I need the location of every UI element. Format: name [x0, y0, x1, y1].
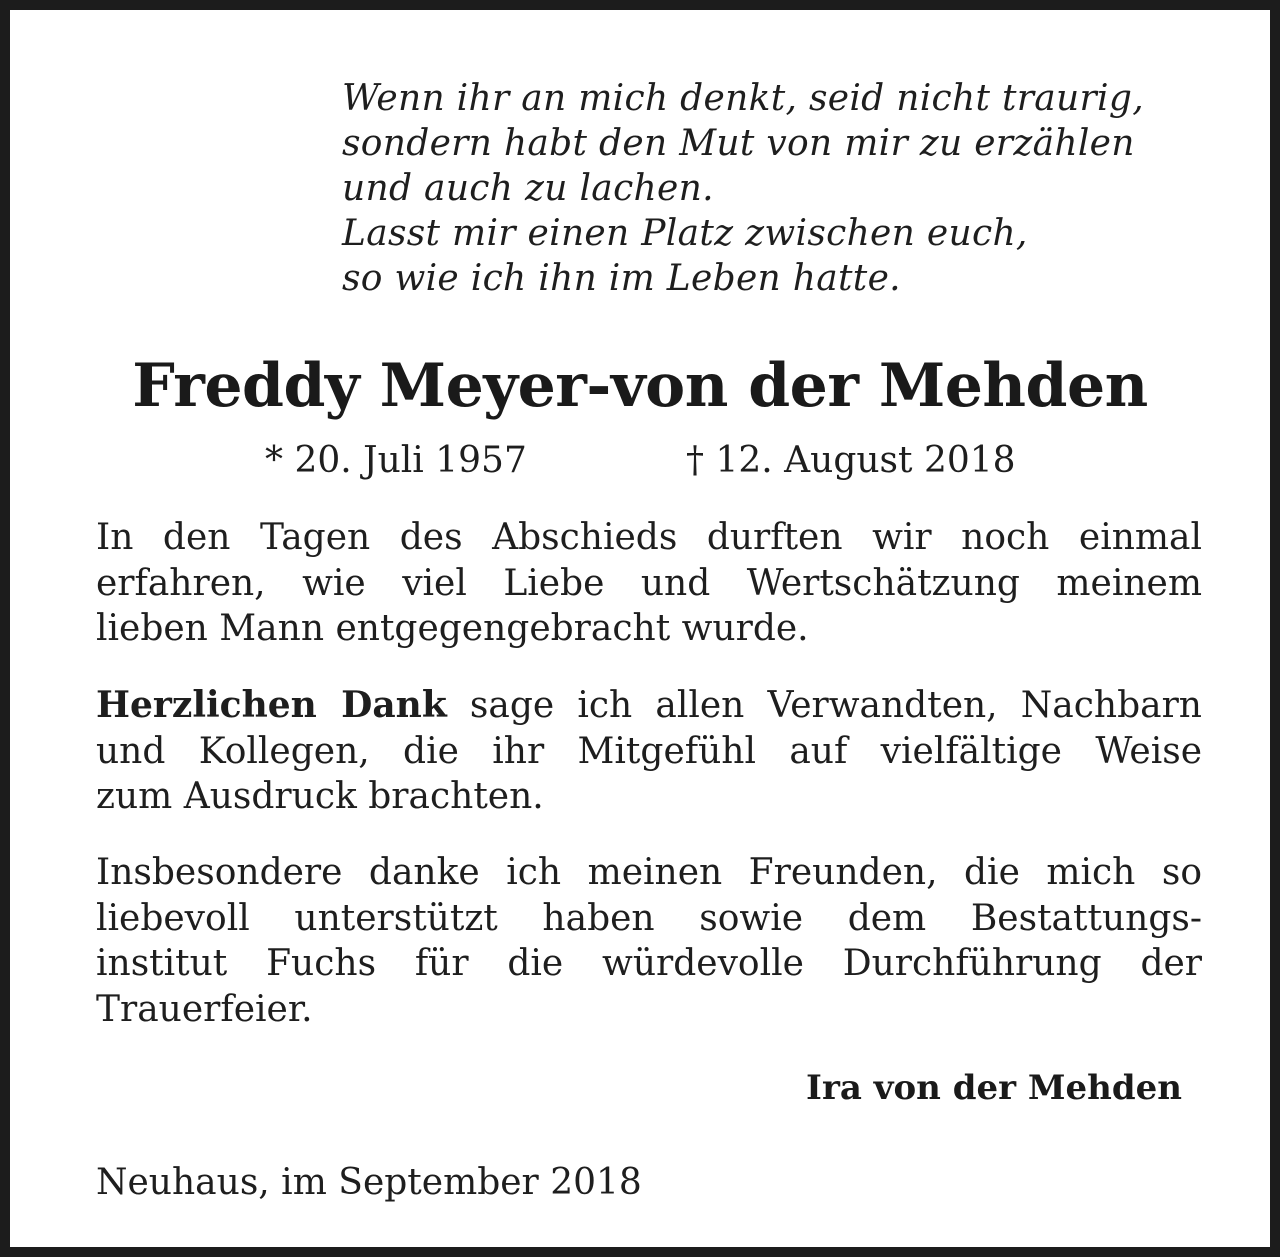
paragraph-line [96, 683, 1202, 729]
poem-line: Wenn ihr an mich denkt, seid nicht traurig, [342, 78, 1144, 119]
paragraph-line: zum Ausdruck brachten. [96, 776, 544, 817]
bold-lead: Herzlichen Dank [96, 684, 447, 726]
paragraph-line: lieben Mann entgegengebracht wurde. [96, 608, 809, 649]
poem-line: sondern habt den Mut von mir zu erzählen [342, 123, 1135, 164]
place-and-date: Neuhaus, im September 2018 [96, 1162, 642, 1203]
poem-line: Lasst mir einen Platz zwischen euch, [342, 213, 1028, 254]
paragraph-line: und Kollegen, die ihr Mitgefühl auf vielfältige Weise [96, 730, 1202, 772]
thanks-paragraph-3 [96, 850, 1202, 1032]
paragraph-line: liebevoll unterstützt haben sowie dem Bestattungs- [96, 897, 1202, 939]
poem-line: so wie ich ihn im Leben hatte. [342, 258, 901, 299]
signature: Ira von der Mehden [806, 1068, 1182, 1108]
birth-date: * 20. Juli 1957 [265, 440, 527, 481]
poem-line: und auch zu lachen. [342, 168, 714, 209]
paragraph-line-rest: sage ich allen Verwandten, Nachbarn [446, 685, 1202, 726]
thanks-paragraph-1 [96, 515, 1202, 652]
death-date: † 12. August 2018 [686, 440, 1016, 481]
poem [342, 76, 1222, 301]
deceased-name: Freddy Meyer-von der Mehden [132, 351, 1148, 421]
paragraph-line: Trauerfeier. [96, 988, 313, 1030]
thanks-paragraph-2 [96, 683, 1202, 820]
paragraph-line: erfahren, wie viel Liebe und Wertschätzung meinem [96, 562, 1202, 604]
paragraph-line: In den Tagen des Abschieds durften wir noch einmal [96, 517, 1202, 558]
paragraph-line: Insbesondere danke ich meinen Freunden, die mich so [96, 852, 1202, 893]
paragraph-line: institut Fuchs für die würdevolle Durchführung der [96, 943, 1202, 984]
